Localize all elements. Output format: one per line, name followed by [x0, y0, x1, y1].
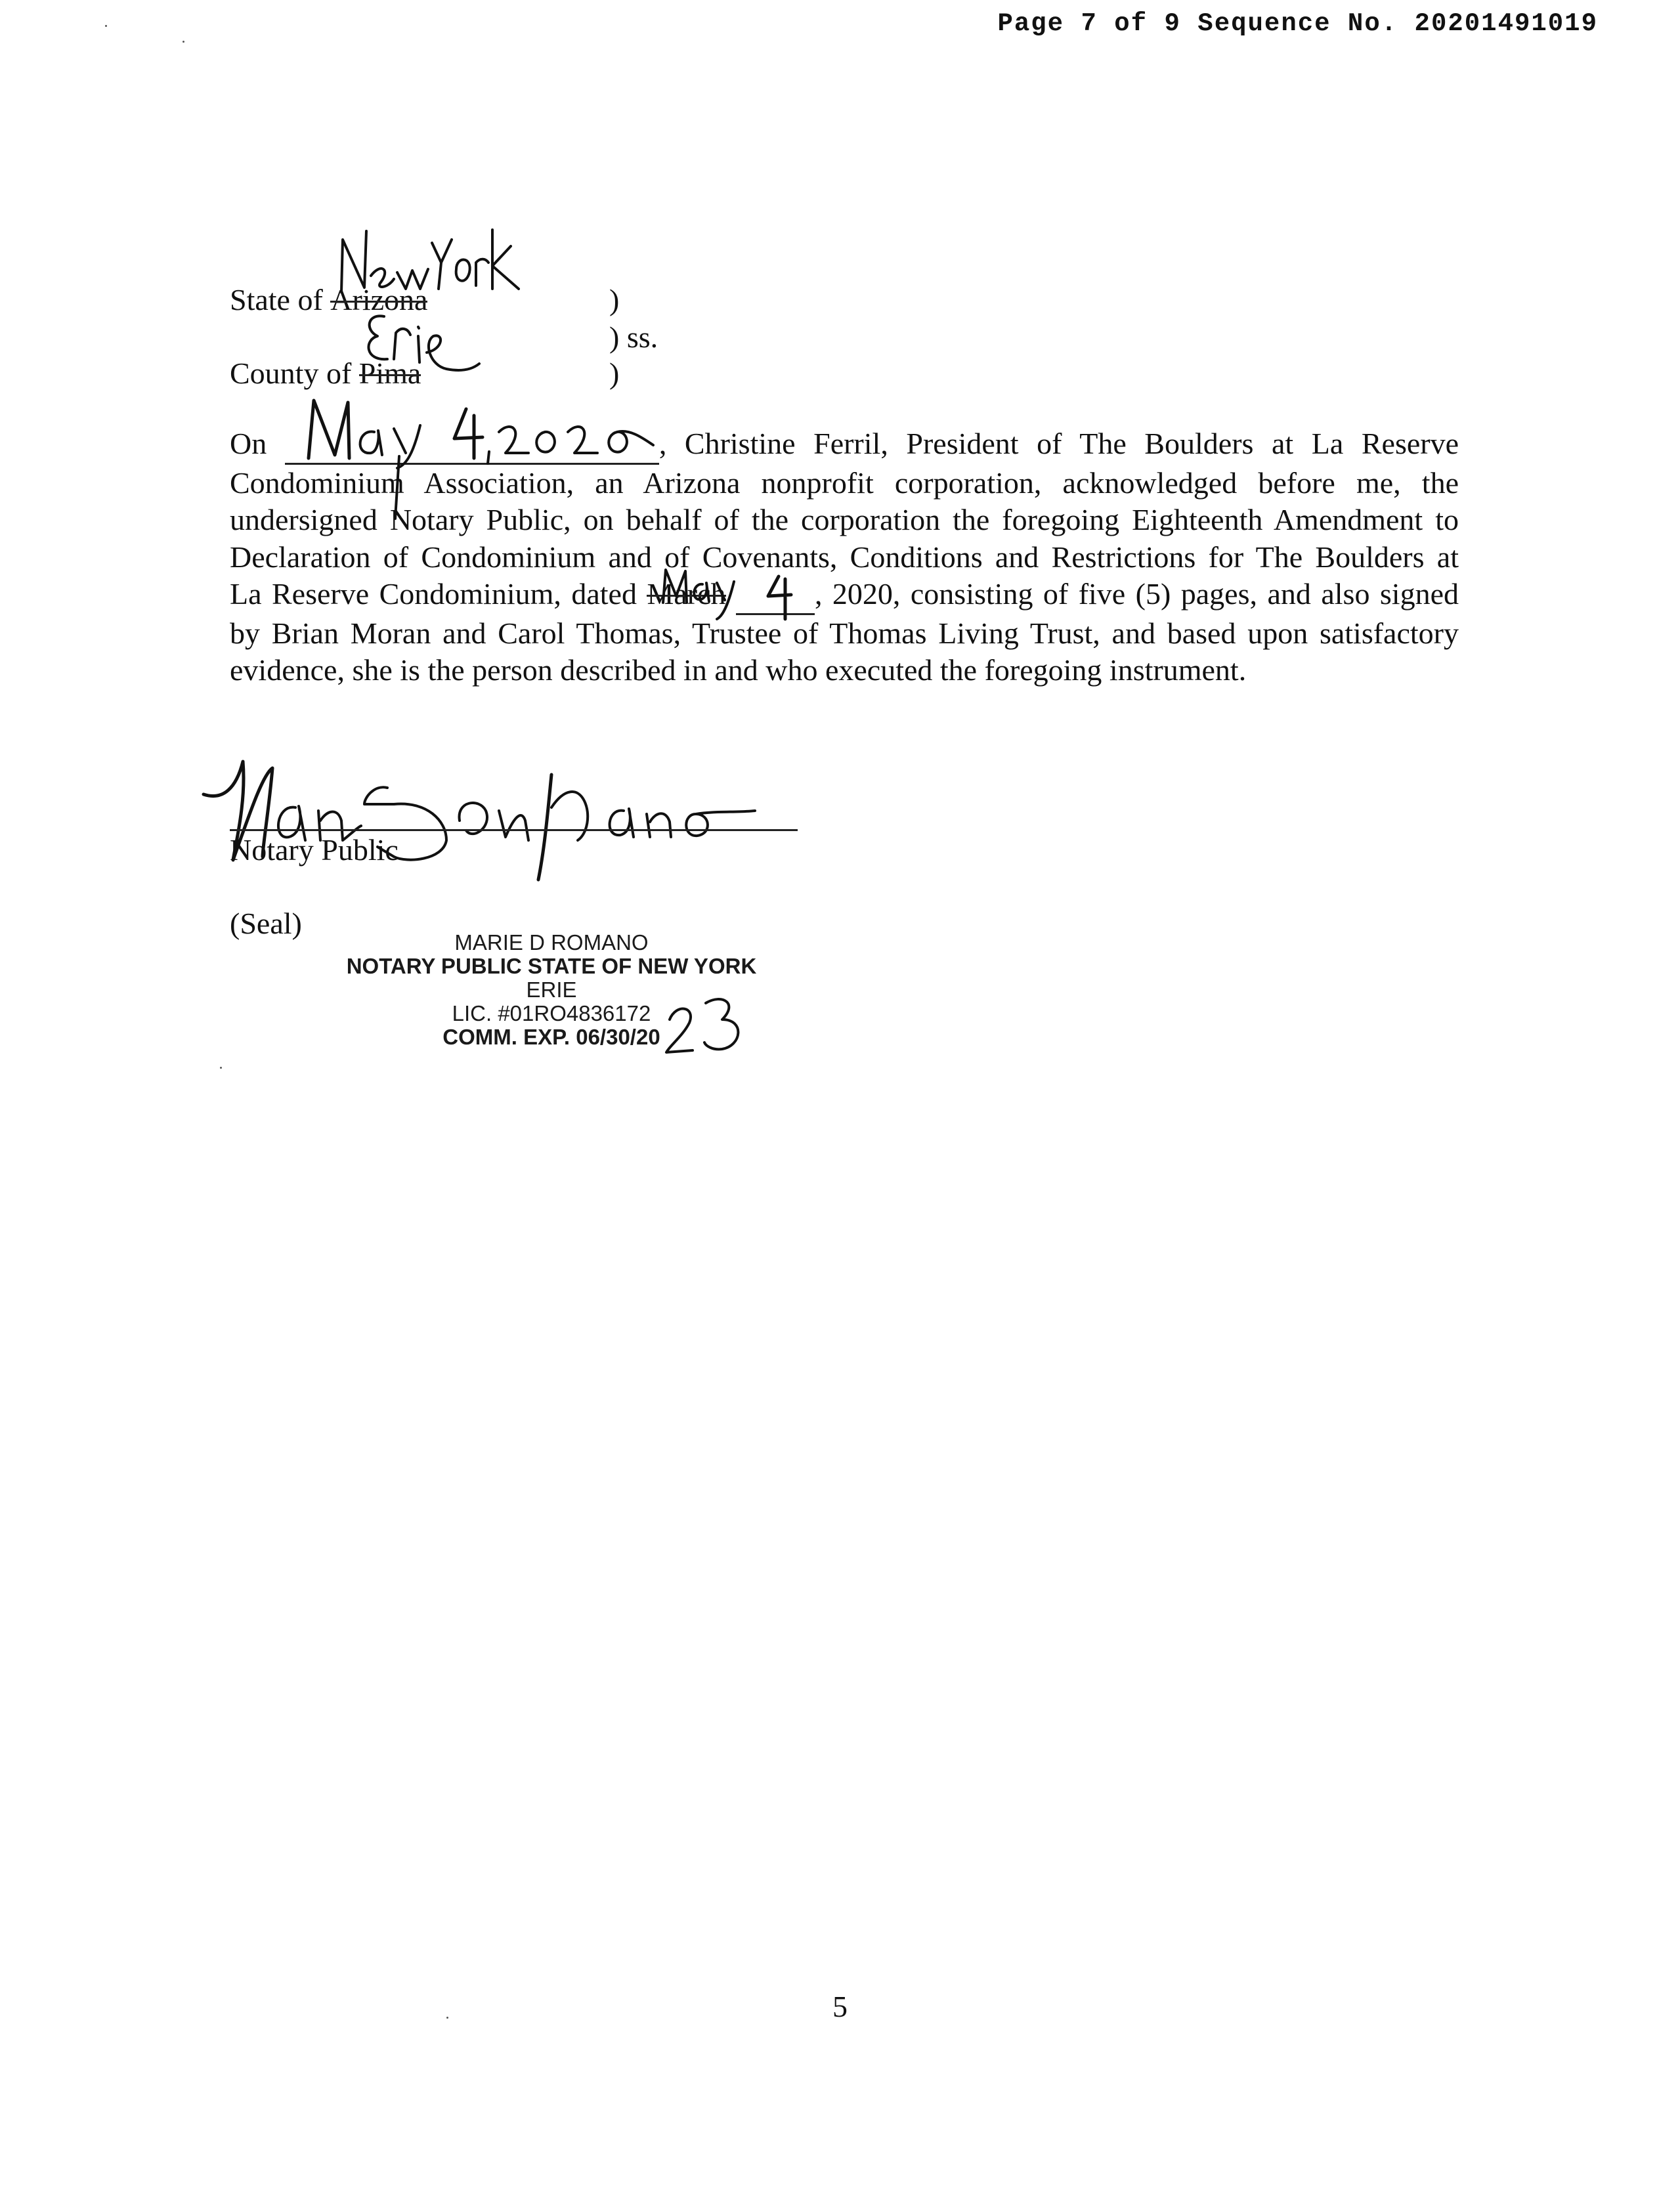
para-line-1-text: , Christine Ferril, President of The Boulders at La Reserve [658, 427, 1459, 460]
stamp-title: NOTARY PUBLIC STATE OF NEW YORK [346, 954, 757, 978]
state-prefix: State of [230, 283, 323, 316]
handwritten-year-23 [660, 990, 752, 1056]
scan-speck [183, 41, 184, 43]
month-struck-text: March [647, 576, 725, 613]
handwritten-date [302, 393, 670, 465]
para-line-2: Condominium Association, an Arizona nonprofit corporation, acknowledged before me, the [230, 465, 1459, 500]
seal-label: (Seal) [230, 907, 302, 940]
stamp-county: ERIE [526, 977, 577, 1002]
handwritten-dated-month-day [657, 563, 827, 626]
scan-speck [105, 25, 107, 27]
stamp-license: LIC. #01RO4836172 [452, 1001, 651, 1025]
para-line-5 [230, 576, 1459, 615]
county-prefix: County of [230, 356, 352, 390]
state-struck-text: Arizona [330, 283, 428, 316]
stamp-commission: COMM. EXP. 06/30/20 [442, 1025, 660, 1049]
notary-public-label: Notary Public [230, 833, 398, 867]
notary-signature [197, 748, 808, 899]
para-line-5-post: , 2020, consisting of five (5) pages, and also signed [814, 577, 1459, 611]
para-line-5-pre: La Reserve Condominium, dated [230, 577, 637, 611]
para-line-7: evidence, she is the person described in and who executed the foregoing instrument. [230, 653, 1247, 687]
scan-speck [220, 1067, 222, 1069]
para-line-3: undersigned Notary Public, on behalf of the corporation the foregoing Eighteenth Amendment to [230, 503, 1459, 536]
bracket-paren: ) [609, 283, 620, 316]
handwritten-erie [358, 303, 489, 379]
page-number: 5 [832, 1990, 848, 2023]
para-line-4: Declaration of Condominium and of Covenants, Conditions and Restrictions for The Boulders at [230, 540, 1459, 574]
on-label: On [230, 427, 267, 460]
ink-stroke [387, 453, 407, 525]
stamp-name: MARIE D ROMANO [454, 930, 649, 955]
ss-label: ) ss. [609, 320, 658, 354]
para-line-6: by Brian Moran and Carol Thomas, Trustee of Thomas Living Trust, and based upon satisfactory [230, 616, 1459, 650]
bracket-paren: ) [609, 356, 620, 390]
handwritten-new-york [328, 217, 525, 295]
page-header: Page 7 of 9 Sequence No. 20201491019 [997, 9, 1598, 38]
signature-line [230, 829, 798, 831]
acknowledgment-paragraph [230, 425, 1459, 689]
county-struck-text: Pima [358, 356, 421, 390]
